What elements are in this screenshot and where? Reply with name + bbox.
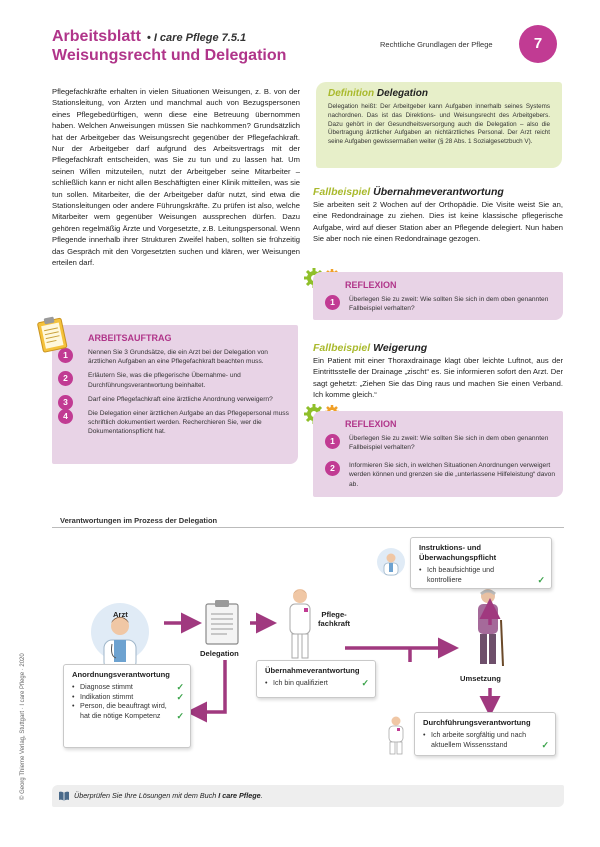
- title-main: Weisungsrecht und Delegation: [52, 47, 287, 64]
- check-icon: ✓: [176, 682, 184, 692]
- anordnung-box: [63, 664, 191, 748]
- pflege-label: Pflege- fachkraft: [318, 610, 351, 628]
- elderly-figure: [468, 586, 508, 670]
- diagram-title: Verantwortungen im Prozess der Delegation: [60, 516, 218, 525]
- book-icon: [58, 790, 70, 802]
- reflexion2-title: REFLEXION: [345, 419, 397, 429]
- case2-text: Ein Patient mit einer Thoraxdrainage klagt über leichte Luftnot, aus der Eintrittsstelle der Drainage „zischt“ es. Sie informieren sofort den Arzt. Der sagt gehetzt: „Ziehen Sie das Ding raus und machen Sie einen Verband. Ich komme gleich.“: [313, 356, 563, 400]
- divider: [52, 527, 564, 528]
- intro-text: Pflegefachkräfte erhalten in vielen Situationen Weisungen, z. B. von der Stationsleitung, von Ärzten und manchmal auch von Bezugspersonen eines Pflegebedürftigen, wenn diese eine Betreuung übernommen haben. Welchen Anweisungen müssen Sie nachkommen? Grundsätzlich hat der Arbeitgeber das Weisungsrecht gegenüber der Pflegefachkraft. Nur der Arbeitgeber darf aufgrund des Arbeitsvertrags mit der Pflegefachkraft entscheiden, was Sie zu tun und zu lassen hat. Um seinen Willen mitzuteilen, nutzt der Arbeitgeber seine Mitarbeiter – schließlich kann er nicht allen Beschäftigten einer Klinik mitteilen, was sie tun sollen. Mitarbeiter, die der Arbeitgeber dafür nutzt, sind etwa die Stationsleitungen oder andere Führungskräfte. Zu prüfen ist also, welche Mitarbeiter wem gegenüber Weisungen aussprechen dürfen. Dazu gehören regelmäßig Ärzte und Vorgesetzte, z.B. Leitungspersonal. Wenn Pflegende innerhalb ihrer Strukturen Zweifel haben, sollten sie frühzeitig das Gespräch mit den Vorgesetzten suchen und klären, wer Weisungen erteilen darf.: [52, 87, 300, 268]
- doctor-figure: [90, 596, 150, 674]
- list-item: • Person, die beauftragt wird, hat die nötige Kompetenz ✓: [72, 702, 182, 721]
- reflexion1-item: 1 Überlegen Sie zu zweit: Wie sollten Sie sich in dem oben genannten Fallbeispiel verhalten?: [349, 295, 555, 314]
- check-icon: ✓: [176, 710, 184, 721]
- list-item: • Ich bin qualifiziert ✓: [265, 679, 367, 689]
- auftrag-item: 3 Darf eine Pflegefachkraft eine ärztliche Anordnung verweigern?: [88, 395, 290, 404]
- reflexion2-item: 2 Informieren Sie sich, in welchen Situationen Anordnungen verweigert werden können und grenzen sie die „unterlassene Hilfeleistung“ davon ab.: [349, 461, 555, 489]
- auftrag-item: 1 Nennen Sie 3 Grundsätze, die ein Arzt bei der Delegation von ärztlichen Aufgaben an eine Pflegefachkraft beachten muss.: [88, 348, 290, 366]
- item-number: 1: [325, 434, 340, 449]
- title-prefix: Arbeitsblatt: [52, 28, 141, 45]
- auftrag-item: 2 Erläutern Sie, was die pflegerische Übernahme- und Durchführungsverantwortung beinhaltet.: [88, 371, 290, 389]
- uebernahme-title: Übernahmeverantwortung: [265, 666, 360, 675]
- reflexion2-box: [313, 411, 563, 497]
- list-item: • Diagnose stimmt ✓: [72, 683, 182, 693]
- item-number: 1: [325, 295, 340, 310]
- durchfuehrung-box: [414, 712, 556, 756]
- nurse-small-icon: [383, 715, 409, 755]
- instruktion-box: [410, 537, 552, 589]
- page-number-badge: 7: [519, 25, 557, 63]
- check-icon: ✓: [361, 678, 369, 688]
- list-item: • Ich beaufsichtige und kontrolliere ✓: [419, 566, 543, 585]
- series-label: • I care Pflege 7.5.1: [146, 32, 247, 44]
- category-label: Rechtliche Grundlagen der Pflege: [380, 40, 493, 49]
- arbeitsauftrag-title: ARBEITSAUFTRAG: [88, 333, 172, 343]
- document-icon: [203, 598, 243, 646]
- check-icon: ✓: [537, 574, 545, 585]
- case1-text: Sie arbeiten seit 2 Wochen auf der Orthopädie. Die Visite weist Sie an, eine Redondrainage zu ziehen. Dies ist keine klassische pflegerische Aufgabe, wird auf dieser Station aber an Pflegende delegiert. Nun haben Sie aber noch nie einen Redondrainage gezogen.: [313, 200, 563, 244]
- arbeitsauftrag-box: [52, 325, 298, 464]
- reflexion1-title: REFLEXION: [345, 280, 397, 290]
- check-icon: ✓: [541, 739, 549, 750]
- doctor-small-icon: [376, 547, 406, 577]
- definition-text: Delegation heißt: Der Arbeitgeber kann Aufgaben innerhalb seines Systems nachordnen. Das ist das Direktions- und Weisungsrecht des Arbeitgebers. Dazu gehört in der Gesundheitsversorgung auch die Delegation – also die Übertragung ärztlicher Aufgaben an nichtärztliches Personal. Der Arzt reicht seine Aufgaben gewissermaßen weiter (§ 28 Abs. 1 Sozialgesetzbuch V).: [328, 103, 550, 146]
- delegation-label: Delegation: [200, 649, 239, 658]
- case2-title: Fallbeispiel Weigerung: [313, 342, 428, 354]
- definition-prefix: Definition: [328, 88, 375, 99]
- definition-box: [316, 82, 562, 168]
- uebernahme-box: [256, 660, 376, 698]
- nurse-figure: [283, 586, 317, 664]
- case1-title: Fallbeispiel Übernahmeverantwortung: [313, 186, 504, 198]
- umsetzung-label: Umsetzung: [460, 674, 501, 683]
- clipboard-icon: [32, 314, 74, 354]
- page-title: [52, 28, 352, 65]
- instruktion-title: Instruktions- und Überwachungspflicht: [419, 543, 497, 562]
- item-number: 2: [325, 461, 340, 476]
- reflexion1-box: [313, 272, 563, 320]
- reflexion2-item: 1 Überlegen Sie zu zweit: Wie sollten Sie sich in dem oben genannten Fallbeispiel verhalten?: [349, 434, 555, 453]
- list-item: • Indikation stimmt ✓: [72, 693, 182, 703]
- definition-title: Delegation: [376, 88, 429, 99]
- list-item: • Ich arbeite sorgfältig und nach aktuellem Wissensstand ✓: [423, 731, 547, 750]
- footer-hint: [52, 785, 564, 807]
- durchfuehrung-title: Durchführungsverantwortung: [423, 718, 531, 727]
- auftrag-item: 4 Die Delegation einer ärztlichen Aufgabe an das Pflegepersonal muss schriftlich dokumentiert werden. Recherchieren Sie, wer die Dokumentationspflicht hat.: [88, 409, 290, 437]
- check-icon: ✓: [176, 691, 184, 702]
- anordnung-title: Anordnungsverantwortung: [72, 670, 170, 679]
- footer-text: Überprüfen Sie Ihre Lösungen mit dem Buch I care Pflege.: [74, 791, 263, 800]
- arzt-label: Arzt: [113, 610, 128, 619]
